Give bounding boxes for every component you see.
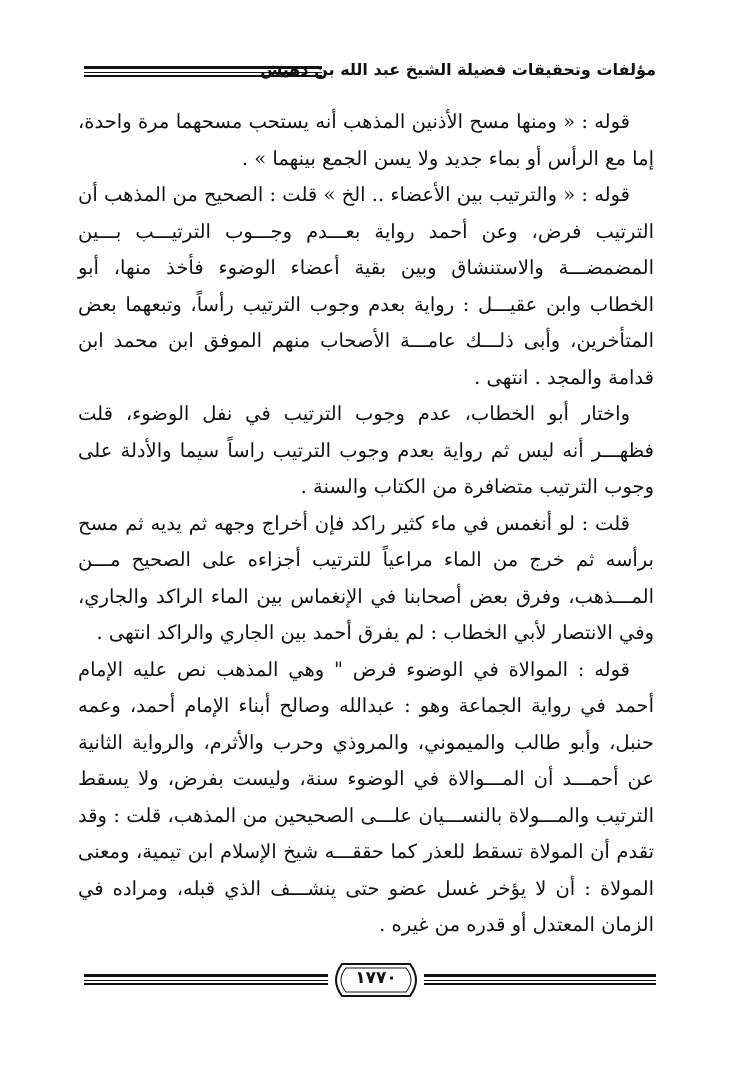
footer-rule-left-thin	[84, 980, 328, 981]
header-title: مؤلفات وتحقيقات فضيلة الشيخ عبد الله بن دهيش	[260, 60, 656, 79]
page-number: ١٧٧٠	[355, 968, 397, 988]
paragraph-2: قوله : « والترتيب بين الأعضاء .. الخ » قلت : الصحيح من المذهب أن الترتيب فرض، وعن أحمد رواية بعـــدم وجـــوب الترتيـــب بـــين المضمضـــة والاستنشاق وبين بقية أعضاء الوضوء فأخذ منها، أبو الخطاب وابن عقيـــل : رواية بعدم وجوب الترتيب رأساً، وتبعهما بعض المتأخرين، وأبى ذلـــك عامـــة الأصحاب منهم الموفق ابن محمد ابن قدامة والمجد . انتهى .	[78, 183, 654, 389]
running-header	[84, 58, 656, 86]
footer-rule-left-medium	[84, 983, 328, 985]
paragraph-1: قوله : « ومنها مسح الأذنين المذهب أنه يستحب مسحهما مرة واحدة، إما مع الرأس أو بماء جديد ولا يسن الجمع بينهما » .	[78, 110, 654, 170]
footer-rule-right-medium	[424, 983, 656, 985]
body-text	[78, 104, 654, 944]
paragraph-4: قلت : لو أنغمس في ماء كثير راكد فإن أخراج وجهه ثم يديه ثم مسح برأسه ثم خرج من الماء مراعياً للترتيب أجزاءه على الصحيح مـــن المـــذهب، وفرق بعض أصحابنا في الإنغماس بين الماء الراكد والجاري، وفي الانتصار لأبي الخطاب : لم يفرق أحمد بين الجاري والراكد انتهى .	[78, 511, 654, 644]
footer-rule-right-thick	[424, 974, 656, 977]
footer-rule-left-thick	[84, 974, 328, 977]
paragraph-3: واختار أبو الخطاب، عدم وجوب الترتيب في نفل الوضوء، قلت فظهـــر أنه ليس ثم رواية بعدم وجوب الترتيب راساً سيما والأدلة على وجوب الترتيب متضافرة من الكتاب والسنة .	[78, 402, 654, 498]
page-number-badge	[328, 960, 424, 1000]
page-footer	[84, 952, 656, 1008]
footer-rule-right-thin	[424, 980, 656, 981]
paragraph-5: قوله : الموالاة في الوضوء فرض " وهي المذهب نص عليه الإمام أحمد في رواية الجماعة وهو : عبدالله وصالح أبناء الإمام أحمد، وعمه حنبل، وأبو طالب والميموني، والمروذي وحرب والأثرم، والرواية الثانية عن أحمـــد أن المـــوالاة في الوضوء سنة، وليست بفرض، ولا يسقط الترتيب والمـــولاة بالنســـيان علـــى الصحيحين من المذهب، قلت : وقد تقدم أن المولاة تسقط للعذر كما حققـــه شيخ الإسلام ابن تيمية، ومعنى المولاة : أن لا يؤخر غسل عضو حتى ينشـــف الذي قبله، ومراده في الزمان المعتدل أو قدره من غيره .	[78, 657, 654, 936]
